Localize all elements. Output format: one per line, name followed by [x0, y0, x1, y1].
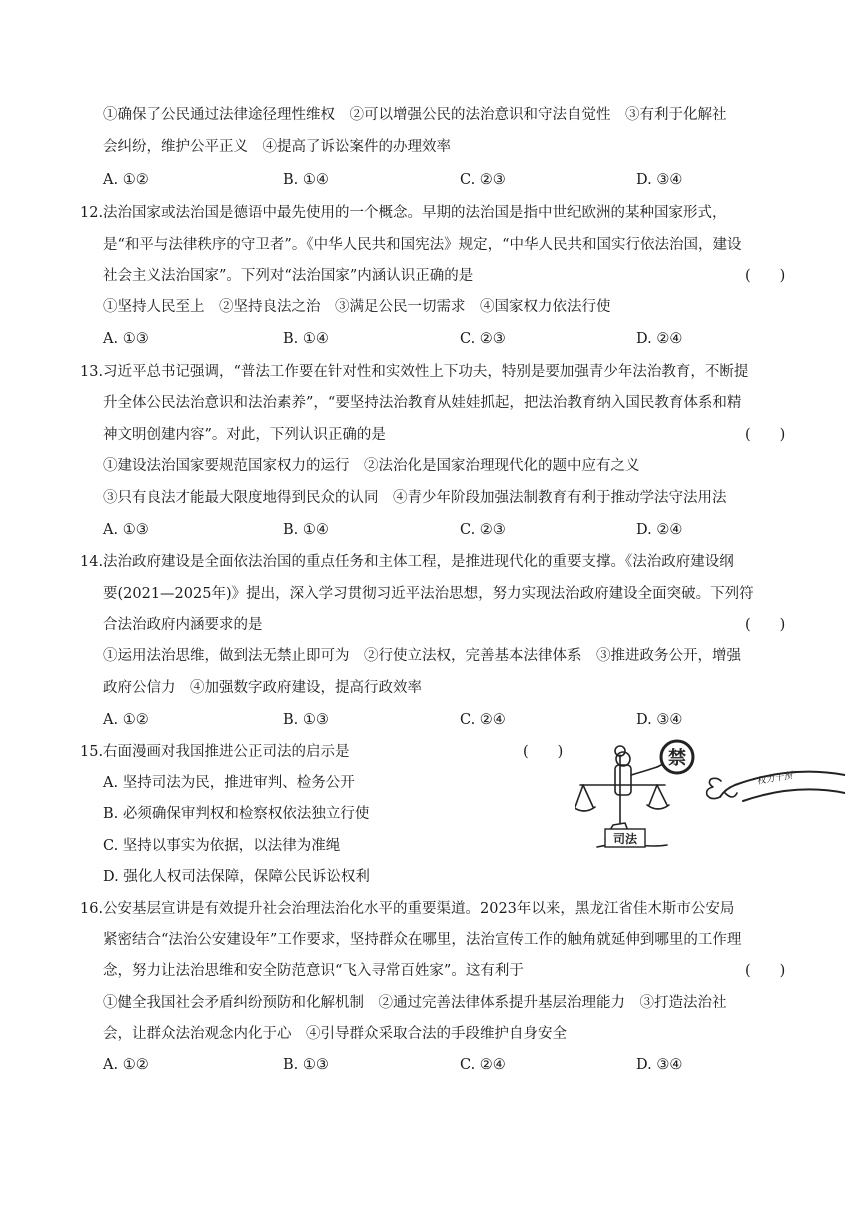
- q14-stem-line-2: 要(2021—2025年)》提出，深入学习贯彻习近平法治思想，努力实现法治政府建设全面突破。下列符: [103, 586, 754, 602]
- q16-option-d[interactable]: D. ③④: [636, 1057, 683, 1073]
- q15-number: 15.: [80, 744, 104, 760]
- q16-number: 16.: [80, 901, 104, 917]
- q14-option-d[interactable]: D. ③④: [636, 712, 683, 728]
- q12-number: 12.: [80, 205, 104, 221]
- q13-option-a[interactable]: A. ①③: [103, 522, 149, 538]
- q12-option-d[interactable]: D. ②④: [636, 331, 683, 347]
- q13-stem-line-1: 习近平总书记强调，“普法工作要在针对性和实效性上下功夫，特别是要加强青少年法治教育，不断提: [103, 364, 749, 380]
- q14-statement-line-1: ①运用法治思维，做到法无禁止即可为 ②行使立法权，完善基本法律体系 ③推进政务公开，增强: [103, 648, 741, 664]
- q12-option-a[interactable]: A. ①③: [103, 331, 149, 347]
- q13-stem-line-3: 神文明创建内容”。对此，下列认识正确的是: [103, 427, 386, 443]
- q12-options: [103, 329, 723, 349]
- q14-number: 14.: [80, 554, 104, 570]
- q16-statement-line-2: 会，让群众法治观念内化于心 ④引导群众采取合法的手段维护自身安全: [103, 1026, 567, 1042]
- q13-answer-blank[interactable]: ( ): [745, 427, 786, 443]
- q15-option-b[interactable]: B. 必须确保审判权和检察权依法独立行使: [103, 806, 370, 822]
- q13-statement-line-1: ①建设法治国家要规范国家权力的运行 ②法治化是国家治理现代化的题中应有之义: [103, 458, 640, 474]
- q11-statement-line-2: 会纠纷，维护公平正义 ④提高了诉讼案件的办理效率: [103, 139, 451, 155]
- q14-stem-line-1: 法治政府建设是全面依法治国的重点任务和主体工程，是推进现代化的重要支撑。《法治政府建设纲: [103, 554, 734, 570]
- q13-number: 13.: [80, 364, 104, 380]
- q13-options: [103, 520, 723, 540]
- q12-option-b[interactable]: B. ①④: [283, 331, 329, 347]
- ban-sign-label: 禁: [668, 748, 686, 769]
- q15-option-a[interactable]: A. 坚持司法为民，推进审判、检务公开: [103, 775, 355, 791]
- q16-statement-line-1: ①健全我国社会矛盾纠纷预防和化解机制 ②通过完善法律体系提升基层治理能力 ③打造法治社: [103, 995, 727, 1011]
- q11-statement-line-1: ①确保了公民通过法律途径理性维权 ②可以增强公民的法治意识和守法自觉性 ③有利于化解社: [103, 107, 727, 123]
- q13-option-c[interactable]: C. ②③: [460, 522, 506, 538]
- q16-stem-line-2: 紧密结合“法治公安建设年”工作要求，坚持群众在哪里，法治宣传工作的触角就延伸到哪里的工作理: [103, 932, 742, 948]
- q14-statement-line-2: 政府公信力 ④加强数字政府建设，提高行政效率: [103, 680, 422, 696]
- q11-option-a[interactable]: A. ①②: [103, 172, 149, 188]
- q12-stem-line-2: 是“和平与法律秩序的守卫者”。《中华人民共和国宪法》规定，“中华人民共和国实行依法治国，建设: [103, 237, 742, 253]
- q14-option-b[interactable]: B. ①③: [283, 712, 329, 728]
- q12-stem-line-1: 法治国家或法治国是德语中最先使用的一个概念。早期的法治国是指中世纪欧洲的某种国家形式，: [103, 205, 727, 221]
- q14-option-a[interactable]: A. ①②: [103, 712, 149, 728]
- q16-option-c[interactable]: C. ②④: [460, 1057, 506, 1073]
- q12-stem-line-3: 社会主义法治国家”。下列对“法治国家”内涵认识正确的是: [103, 268, 474, 284]
- q16-stem-line-3: 念，努力让法治思维和安全防范意识“飞入寻常百姓家”。这有利于: [103, 963, 524, 979]
- q12-statements: ①坚持人民至上 ②坚持良法之治 ③满足公民一切需求 ④国家权力依法行使: [103, 299, 611, 315]
- q14-stem-line-3: 合法治政府内涵要求的是: [103, 617, 263, 633]
- q13-option-d[interactable]: D. ②④: [636, 522, 683, 538]
- q12-option-c[interactable]: C. ②③: [460, 331, 506, 347]
- q11-option-d[interactable]: D. ③④: [636, 172, 683, 188]
- q16-option-a[interactable]: A. ①②: [103, 1057, 149, 1073]
- q12-answer-blank[interactable]: ( ): [745, 268, 786, 284]
- q13-statement-line-2: ③只有良法才能最大限度地得到民众的认同 ④青少年阶段加强法制教育有利于推动学法守法用法: [103, 490, 727, 506]
- q16-options: [103, 1055, 723, 1075]
- q13-stem-line-2: 升全体公民法治意识和法治素养”，“要坚持法治教育从娃娃抓起，把法治教育纳入国民教育体系和精: [103, 395, 742, 411]
- justice-cartoon: [575, 735, 845, 860]
- q11-option-c[interactable]: C. ②③: [460, 172, 506, 188]
- q16-option-b[interactable]: B. ①③: [283, 1057, 329, 1073]
- q11-option-b[interactable]: B. ①④: [283, 172, 329, 188]
- q11-options: [103, 170, 723, 190]
- q16-stem-line-1: 公安基层宣讲是有效提升社会治理法治化水平的重要渠道。2023年以来，黑龙江省佳木斯市公安局: [103, 901, 735, 917]
- q15-answer-blank[interactable]: ( ): [523, 744, 564, 760]
- q14-answer-blank[interactable]: ( ): [745, 617, 786, 633]
- q16-answer-blank[interactable]: ( ): [745, 963, 786, 979]
- q15-option-c[interactable]: C. 坚持以事实为依据，以法律为准绳: [103, 838, 341, 854]
- q13-option-b[interactable]: B. ①④: [283, 522, 329, 538]
- base-label: 司法: [612, 832, 638, 846]
- arm-label: “权力干预”: [751, 770, 798, 788]
- q15-option-d[interactable]: D. 强化人权司法保障，保障公民诉讼权利: [103, 869, 370, 885]
- q14-option-c[interactable]: C. ②④: [460, 712, 506, 728]
- q15-stem: 右面漫画对我国推进公正司法的启示是: [103, 744, 350, 760]
- q14-options: [103, 710, 723, 730]
